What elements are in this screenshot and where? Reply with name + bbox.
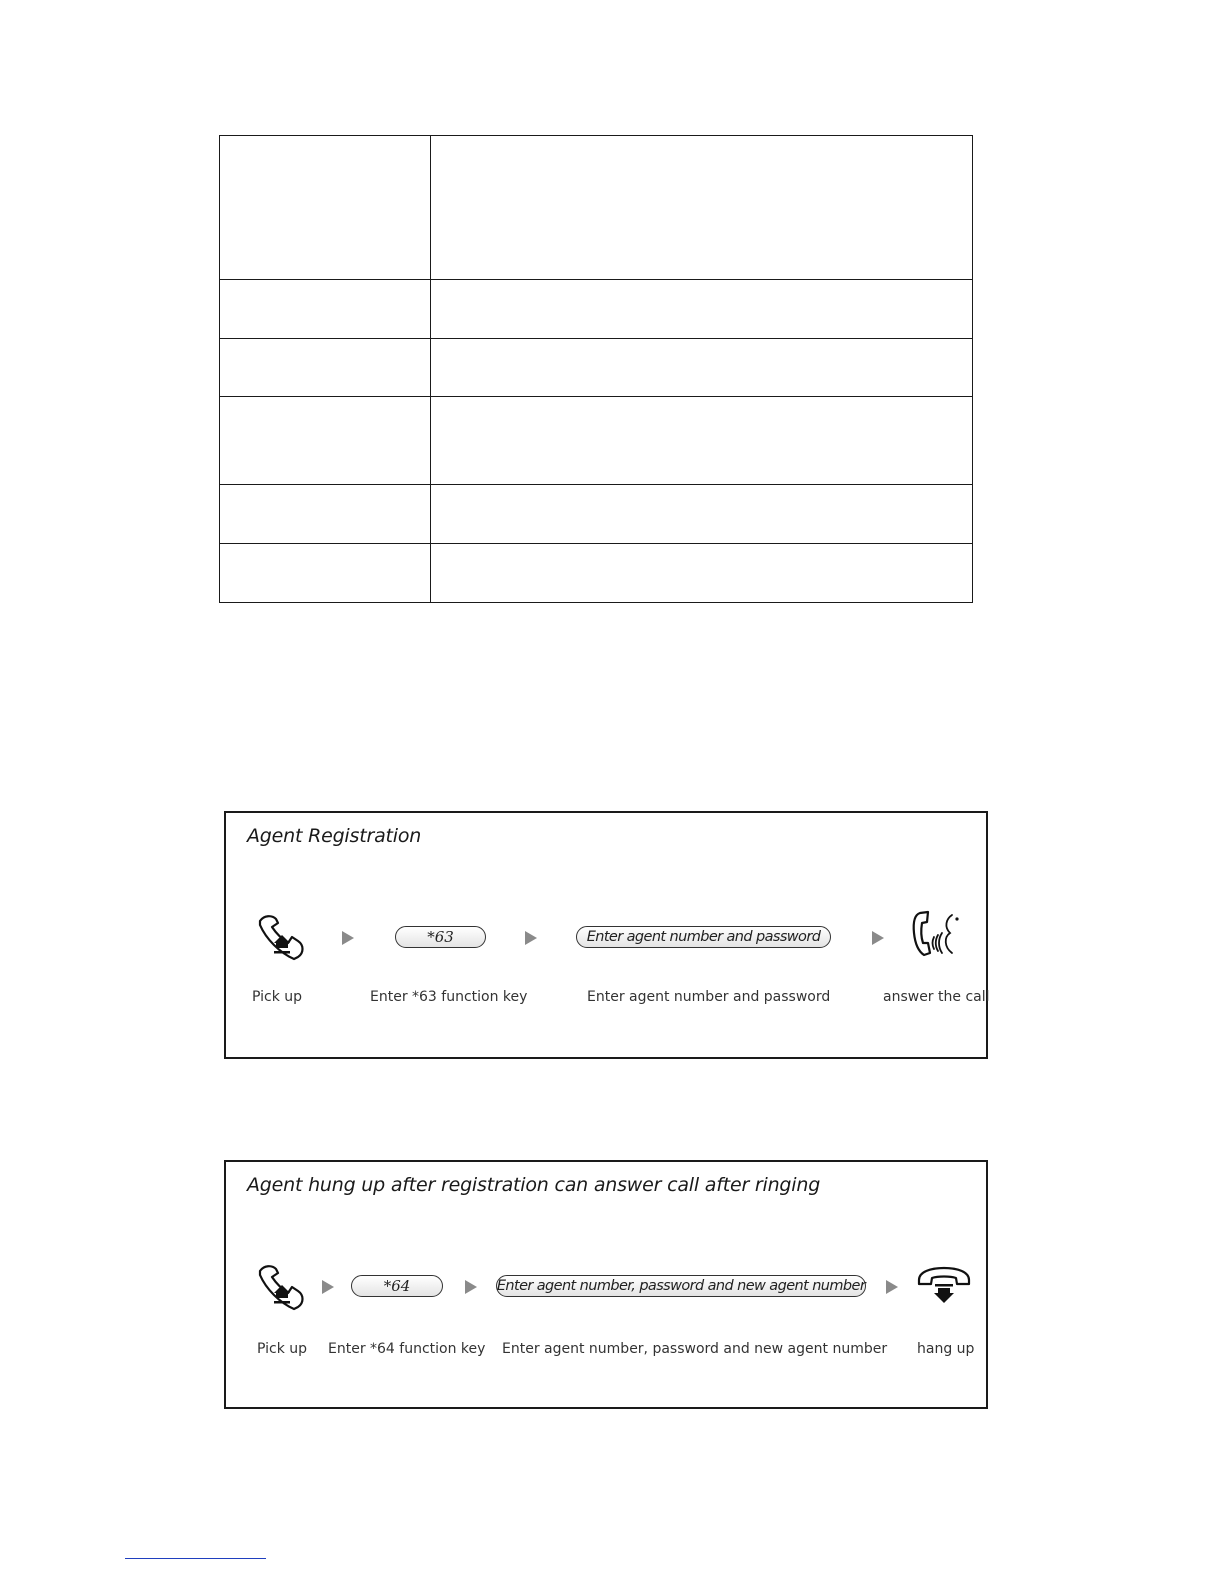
table-row	[220, 339, 973, 397]
table-cell	[431, 339, 973, 397]
table-cell	[431, 280, 973, 339]
table-cell	[220, 136, 431, 280]
table-cell	[431, 485, 973, 544]
play-triangle-icon	[322, 1280, 334, 1294]
footnote-separator	[125, 1558, 266, 1559]
entry-pill: Enter agent number and password	[576, 926, 831, 948]
caption-hang-up: hang up	[917, 1341, 975, 1357]
function-key-63: *63	[395, 926, 486, 948]
caption-pick-up: Pick up	[257, 1341, 308, 1357]
diagram-title: Agent hung up after registration can answer call after ringing	[247, 1174, 821, 1196]
caption-entry: Enter agent number and password	[587, 989, 831, 1005]
table-cell	[220, 544, 431, 603]
table-row	[220, 544, 973, 603]
caption-entry: Enter agent number, password and new agent number	[502, 1341, 888, 1357]
table-cell	[431, 544, 973, 603]
play-triangle-icon	[342, 931, 354, 945]
table-row	[220, 280, 973, 339]
handset-pick-up-icon	[254, 913, 310, 966]
agent-registration-diagram	[224, 811, 988, 1059]
agent-hangup-diagram	[224, 1160, 988, 1409]
play-triangle-icon	[886, 1280, 898, 1294]
handset-pick-up-icon	[254, 1263, 310, 1316]
table-cell	[220, 280, 431, 339]
table-cell	[431, 397, 973, 485]
caption-function-key: Enter *64 function key	[328, 1341, 486, 1357]
handset-hang-up-icon	[916, 1266, 972, 1311]
table-cell	[220, 397, 431, 485]
diagram-title: Agent Registration	[247, 825, 422, 847]
function-table	[219, 135, 973, 603]
entry-pill: Enter agent number, password and new agent number	[496, 1275, 866, 1297]
function-key-64: *64	[351, 1275, 443, 1297]
caption-function-key: Enter *63 function key	[370, 989, 528, 1005]
play-triangle-icon	[872, 931, 884, 945]
handset-talking-icon	[910, 907, 966, 966]
table-cell	[220, 485, 431, 544]
table-cell	[220, 339, 431, 397]
table-row	[220, 397, 973, 485]
caption-answer: answer the call	[883, 989, 990, 1005]
caption-pick-up: Pick up	[252, 989, 303, 1005]
play-triangle-icon	[465, 1280, 477, 1294]
table-cell	[431, 136, 973, 280]
table-row	[220, 485, 973, 544]
play-triangle-icon	[525, 931, 537, 945]
table-row	[220, 136, 973, 280]
